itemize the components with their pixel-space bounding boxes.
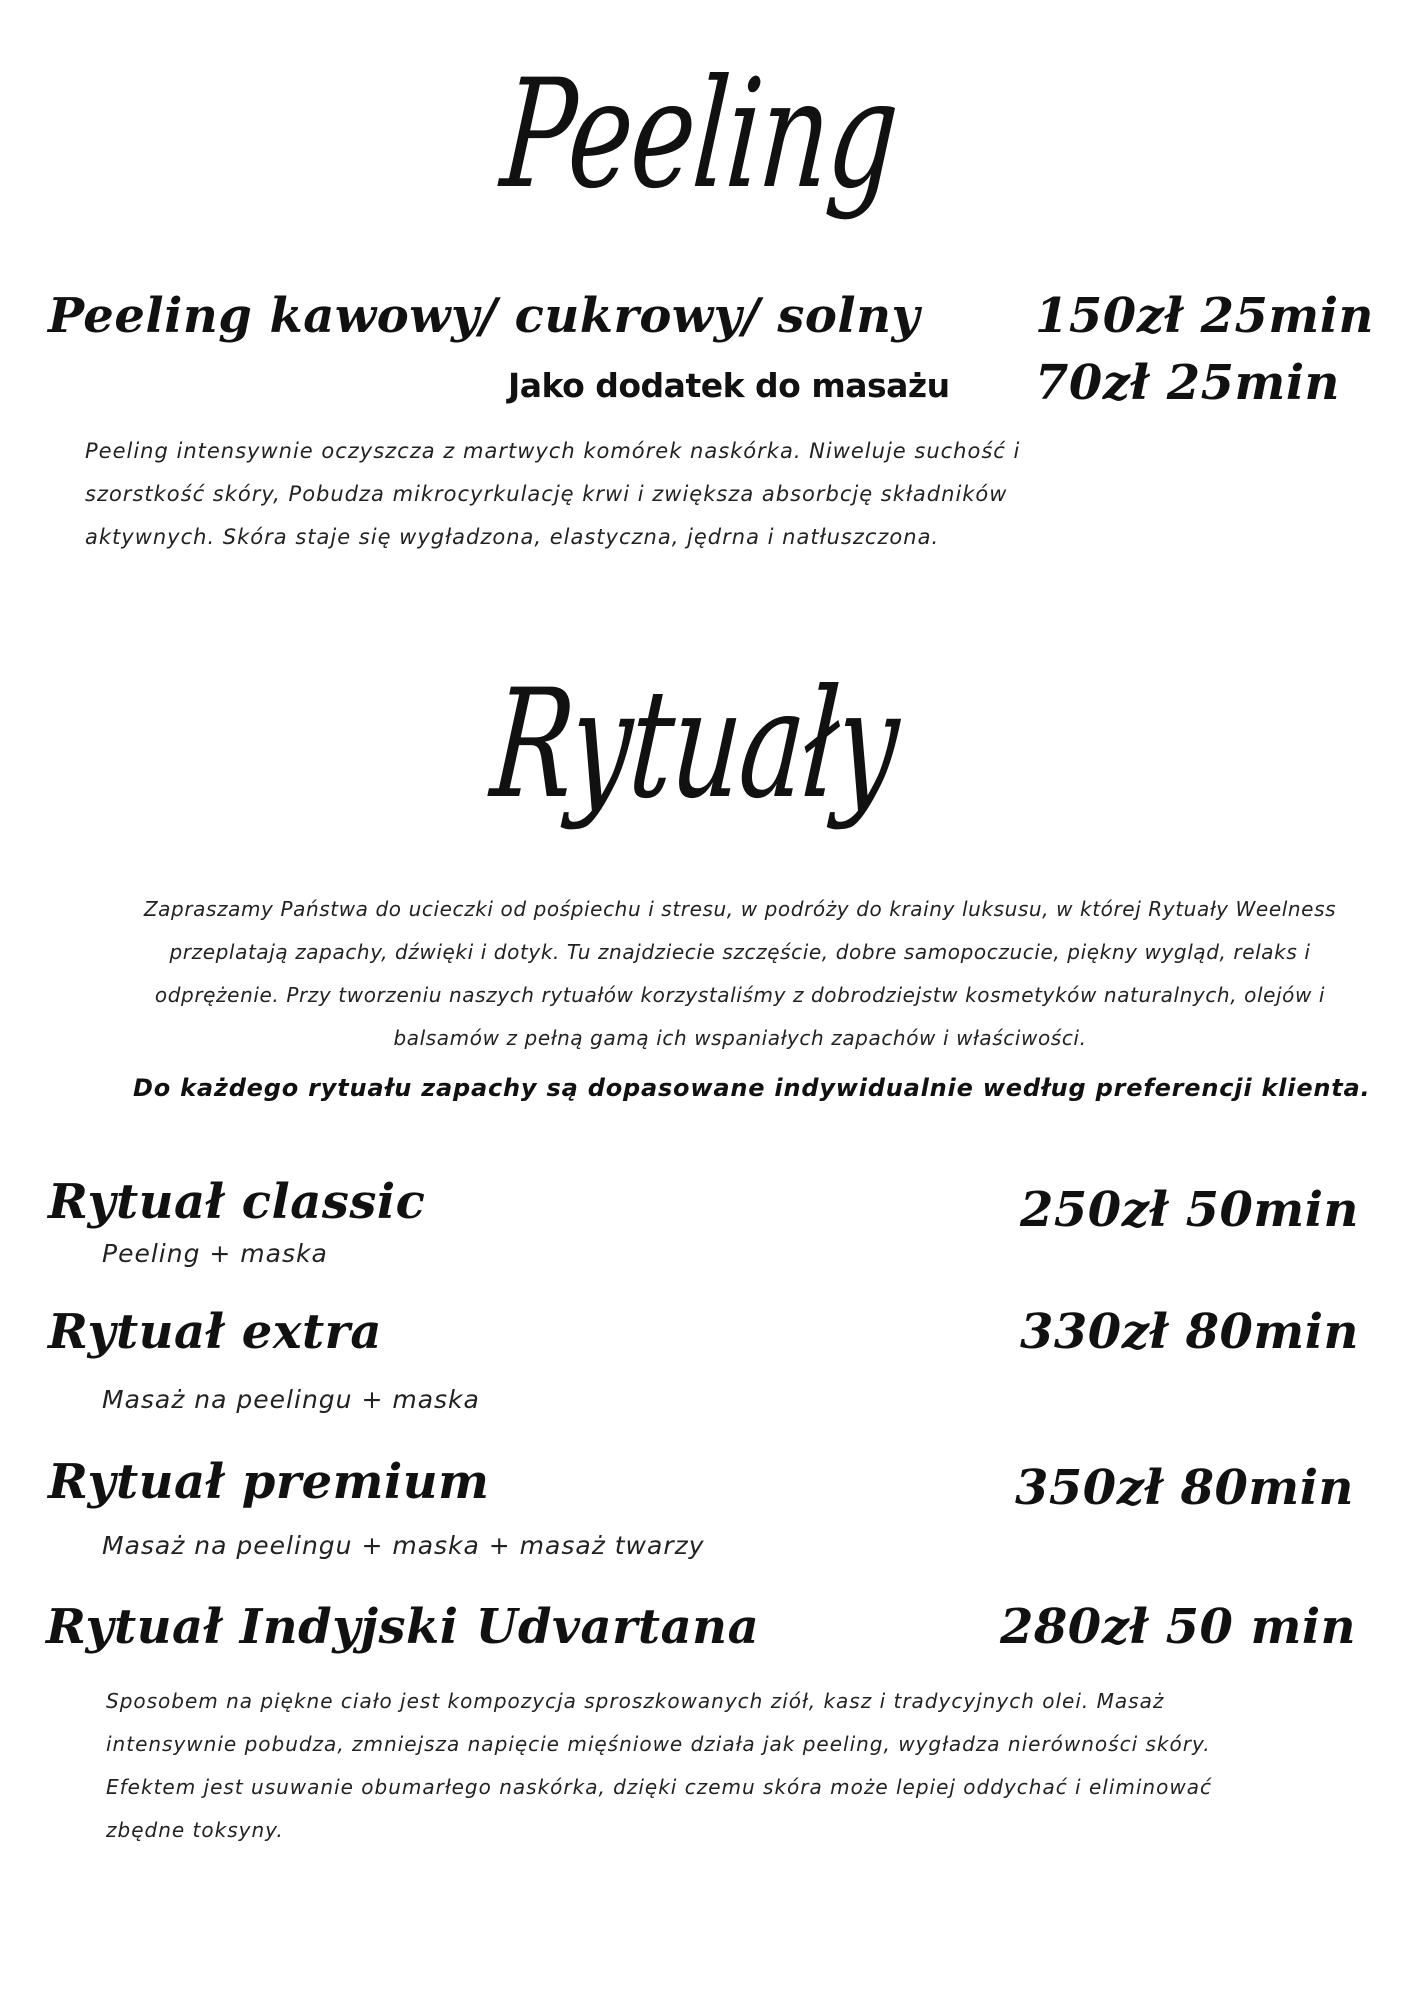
peeling-description <box>85 430 1185 559</box>
peeling-heading: Peeling <box>496 48 903 222</box>
rytual-udvartana-price: 280zł 50 min <box>1000 1599 1357 1655</box>
udvartana-description-line: Sposobem na piękne ciało jest kompozycja sproszkowanych ziół, kasz i tradycyjnych olei. Masaż <box>106 1689 1165 1713</box>
rytual-extra-name: Rytuał extra <box>48 1304 383 1360</box>
peeling-description-line: Peeling intensywnie oczyszcza z martwych komórek naskórka. Niweluje suchość i <box>85 439 1021 463</box>
rytualy-intro-line: przeplatają zapachy, dźwięki i dotyk. Tu znajdziecie szczęście, dobre samopoczucie, piękny wygląd, relaks i <box>169 940 1311 964</box>
rytualy-intro-line: Zapraszamy Państwa do ucieczki od pośpiechu i stresu, w podróży do krainy luksusu, w której Rytuały Weelness <box>143 897 1337 921</box>
rytual-premium-name: Rytuał premium <box>48 1454 490 1510</box>
udvartana-description-line: intensywnie pobudza, zmniejsza napięcie mięśniowe działa jak peeling, wygładza nierówności skóry. <box>106 1732 1211 1756</box>
udvartana-description-line: Efektem jest usuwanie obumarłego naskórka, dzięki czemu skóra może lepiej oddychać i eliminować <box>106 1775 1212 1799</box>
rytual-classic-name: Rytuał classic <box>48 1174 426 1230</box>
rytual-premium-price: 350zł 80min <box>1015 1460 1354 1516</box>
rytual-extra-price: 330zł 80min <box>1020 1304 1359 1360</box>
rytualy-intro-bold: Do każdego rytuału zapachy są dopasowane indywidualnie według preferencji klienta. <box>133 1074 1371 1102</box>
peeling-service-name: Peeling kawowy/ cukrowy/ solny <box>48 288 920 344</box>
peeling-addon-price: 70zł 25min <box>1035 355 1340 411</box>
rytual-classic-details: Peeling + maska <box>102 1239 328 1268</box>
rytualy-intro-line: odprężenie. Przy tworzeniu naszych rytuałów korzystaliśmy z dobrodziejstw kosmetyków naturalnych, olejów i <box>154 983 1326 1007</box>
rytual-udvartana-description <box>106 1680 1306 1852</box>
rytualy-intro-line: balsamów z pełną gamą ich wspaniałych zapachów i właściwości. <box>393 1026 1087 1050</box>
peeling-description-line: szorstkość skóry, Pobudza mikrocyrkulację krwi i zwiększa absorbcję składników <box>85 482 1008 506</box>
peeling-service-price: 150zł 25min <box>1035 288 1374 344</box>
rytual-premium-details: Masaż na peelingu + maska + masaż twarzy <box>102 1531 705 1560</box>
rytualy-heading: Rytuały <box>486 658 904 832</box>
udvartana-description-line: zbędne toksyny. <box>106 1818 284 1842</box>
peeling-description-line: aktywnych. Skóra staje się wygładzona, elastyczna, jędrna i natłuszczona. <box>85 525 940 549</box>
rytual-classic-price: 250zł 50min <box>1020 1182 1359 1238</box>
peeling-addon-label: Jako dodatek do masażu <box>508 366 950 405</box>
rytual-extra-details: Masaż na peelingu + maska <box>102 1385 480 1414</box>
rytualy-intro <box>100 888 1380 1060</box>
rytual-udvartana-name: Rytuał Indyjski Udvartana <box>46 1599 760 1655</box>
